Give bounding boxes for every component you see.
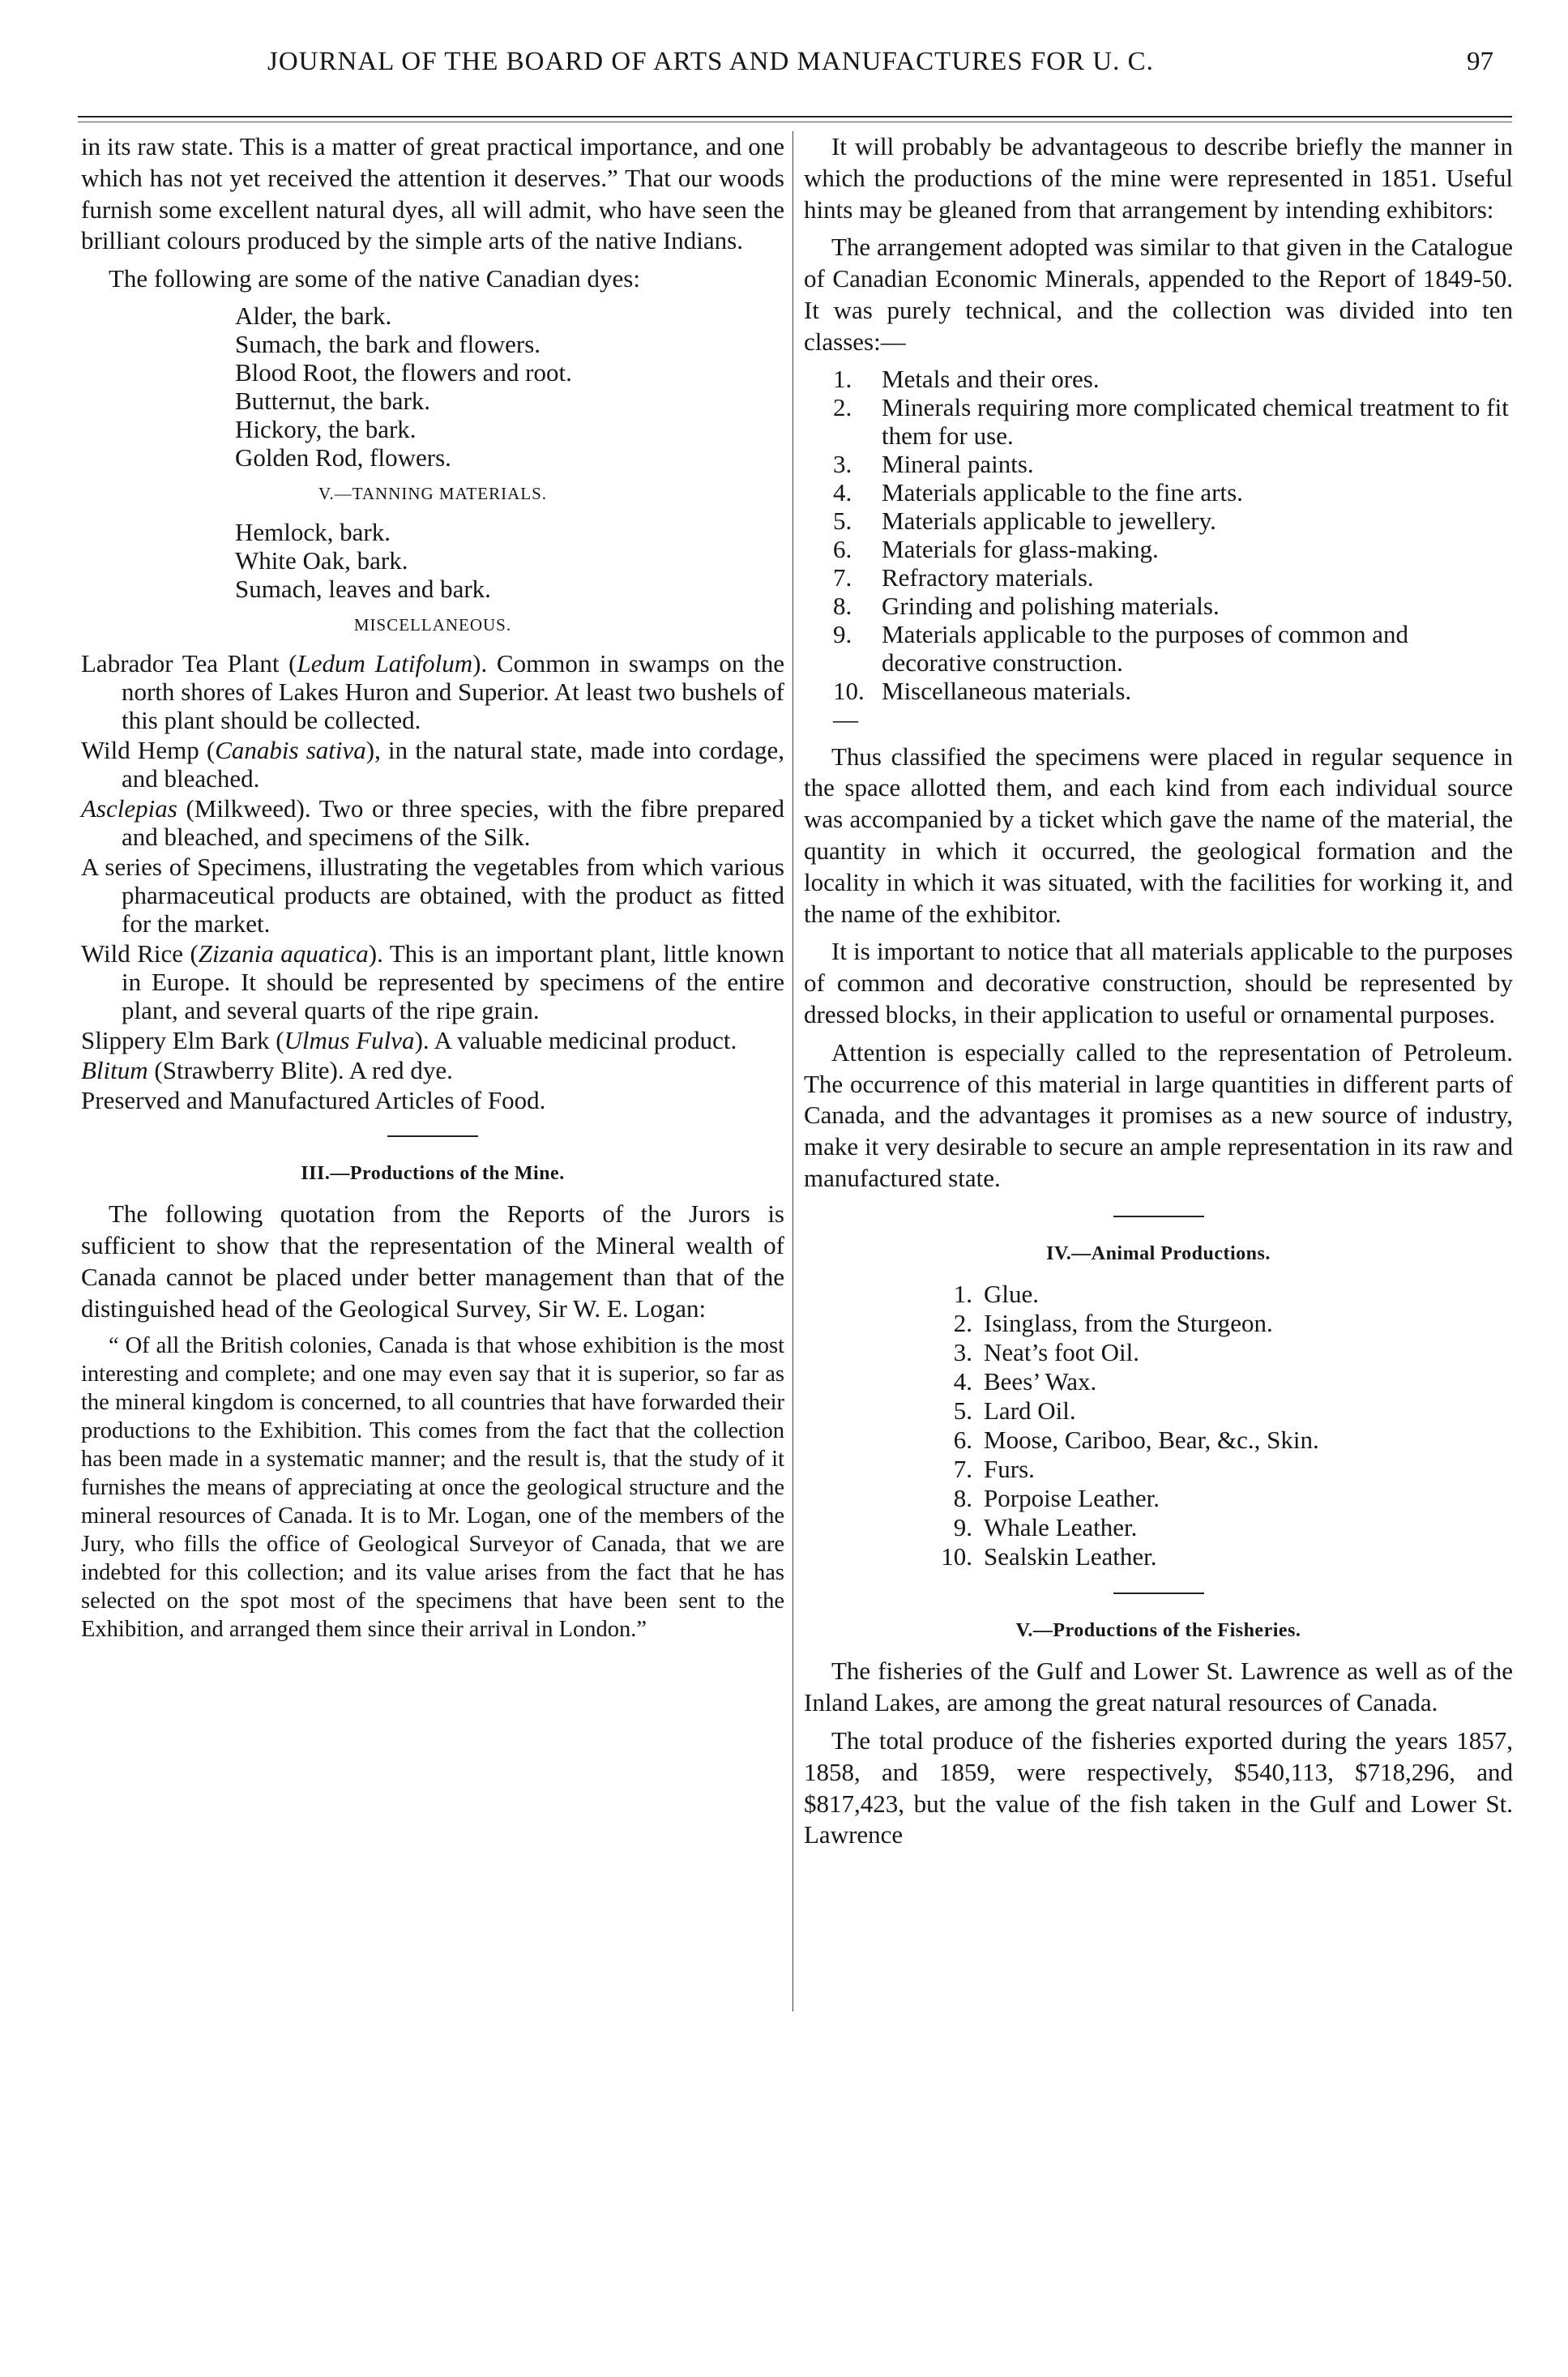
page-number: 97 <box>1467 47 1493 76</box>
item-text: Metals and their ores. <box>882 364 1100 393</box>
latin-name: Ledum Latifolum <box>297 648 473 678</box>
item-text: Mineral paints. <box>882 449 1034 478</box>
item-number: 6. <box>833 534 852 563</box>
list-item <box>925 1396 1513 1426</box>
item-number: 2. <box>833 392 852 421</box>
list-item: Butternut, the bark. <box>235 386 431 415</box>
section-heading: IV.—Animal Productions. <box>1046 1242 1271 1264</box>
list-item <box>925 1338 1513 1367</box>
list-item: White Oak, bark. <box>235 545 408 575</box>
paragraph: Attention is especially called to the representation of Petroleum. The occurrence of this material in large quantities in different parts of Canada, and the advantages it promises as a new source of industry, make it very desirable to secure an ample representation in its raw and manufactured state. <box>804 1037 1513 1192</box>
list-item <box>81 1086 784 1114</box>
item-text: Grinding and polishing materials. <box>882 591 1220 620</box>
paragraph: It is important to notice that all materials applicable to the purposes of common and decorative construction, should be represented by dressed blocks, in their application to useful or ornamental purposes. <box>804 937 1513 1028</box>
list-item <box>81 1056 784 1084</box>
list-item <box>925 1367 1513 1396</box>
section-rule <box>387 1135 478 1137</box>
item-number: 8. <box>953 1483 972 1512</box>
item-number: 8. <box>833 591 852 620</box>
paragraph: Thus classified the specimens were placed in regular sequence in the space allotted them, and each kind from each individual source was accompanied by a ticket which gave the name of the material, the quantity in which it occurred, the geological formation and the locality in which it was situated, with the facilities for working it, and the name of the exhibitor. <box>804 742 1513 928</box>
list-item: Alder, the bark. <box>235 301 392 330</box>
item-number: 9. <box>833 619 852 648</box>
item-number: 2. <box>953 1308 972 1337</box>
item-text: Sealskin Leather. <box>984 1541 1157 1571</box>
section-rule <box>1113 1216 1204 1217</box>
running-title: JOURNAL OF THE BOARD OF ARTS AND MANUFACTURES FOR U. C. <box>267 47 1154 76</box>
item-text: Refractory materials. <box>882 562 1094 592</box>
paragraph: The following quotation from the Reports of the Jurors is sufficient to show that the representation of the Mineral wealth of Canada cannot be placed under better management than that of the distinguished head of the Geological Survey, Sir W. E. Logan: <box>81 1199 784 1323</box>
subheading: MISCELLANEOUS. <box>353 614 512 635</box>
item-number: 4. <box>953 1366 972 1396</box>
list-item <box>81 736 784 793</box>
item-text: Materials applicable to the purposes of common and decorative construction. <box>882 619 1408 677</box>
item-text: ). Common in swamps on the north shores of Lakes Huron and Superior. At least two bushels of this plant should be collected. <box>122 648 784 734</box>
latin-name: Zizania aquatica <box>198 938 369 968</box>
list-item <box>925 1542 1513 1571</box>
paragraph: The arrangement adopted was similar to that given in the Catalogue of Canadian Economic Minerals, appended to the Report of 1849-50. It was purely technical, and the collection was divided into ten classes:— <box>804 233 1513 356</box>
section-heading: V.—Productions of the Fisheries. <box>1015 1619 1301 1641</box>
list-item <box>833 450 1513 478</box>
list-item <box>925 1280 1513 1309</box>
paragraph: It will probably be advantageous to describe briefly the manner in which the productions of the mine were represented in 1851. Useful hints may be gleaned from that arrangement by intending exhibitors: <box>804 132 1513 224</box>
item-number: 9. <box>953 1512 972 1541</box>
item-number: 10.— <box>833 676 865 733</box>
list-item <box>833 507 1513 535</box>
list-item <box>833 535 1513 563</box>
list-item <box>833 592 1513 620</box>
item-text: Labrador Tea Plant ( <box>81 648 297 678</box>
mineral-classes-list <box>833 365 1513 733</box>
item-text: (Strawberry Blite). A red dye. <box>147 1055 453 1084</box>
item-text: ), in the natural state, made into cordage, and bleached. <box>122 735 784 793</box>
list-item <box>81 939 784 1024</box>
latin-name: Canabis sativa <box>215 735 366 764</box>
item-number: 1. <box>833 364 852 393</box>
item-text: Materials applicable to jewellery. <box>882 506 1216 535</box>
list-item: Sumach, the bark and flowers. <box>235 329 541 358</box>
list-item: Golden Rod, flowers. <box>235 442 451 472</box>
item-text: Miscellaneous materials. <box>882 676 1132 705</box>
item-number: 4. <box>833 477 852 507</box>
item-text: Neat’s foot Oil. <box>984 1337 1139 1366</box>
latin-name: Asclepias <box>81 793 177 823</box>
item-text: Moose, Cariboo, Bear, &c., Skin. <box>984 1425 1319 1454</box>
list-item <box>833 677 1513 733</box>
item-text: Minerals requiring more complicated chemical treatment to fit them for use. <box>882 392 1509 450</box>
tanning-list <box>235 518 784 603</box>
list-item <box>81 794 784 851</box>
animal-productions-list <box>925 1280 1513 1571</box>
list-item <box>81 649 784 734</box>
section-rule <box>1113 1593 1204 1594</box>
item-number: 7. <box>833 562 852 592</box>
latin-name: Ulmus Fulva <box>284 1025 415 1054</box>
item-number: 3. <box>953 1337 972 1366</box>
list-item: Hemlock, bark. <box>235 517 391 546</box>
item-text: Preserved and Manufactured Articles of Food. <box>81 1085 546 1114</box>
paragraph: The following are some of the native Canadian dyes: <box>109 264 640 293</box>
list-item <box>925 1455 1513 1484</box>
item-text: (Milkweed). Two or three species, with the fibre prepared and bleached, and specimens of the Silk. <box>122 793 784 851</box>
item-text: Whale Leather. <box>984 1512 1138 1541</box>
paragraph: The fisheries of the Gulf and Lower St. Lawrence as well as of the Inland Lakes, are among the great natural resources of Canada. <box>804 1657 1513 1717</box>
section-heading: III.—Productions of the Mine. <box>301 1162 565 1184</box>
paragraph: The total produce of the fisheries exported during the years 1857, 1858, and 1859, were respectively, $540,113, $718,296, and $817,423, but the value of the fish taken in the Gulf and Lower St. Lawrence <box>804 1725 1513 1849</box>
subheading: V.—TANNING MATERIALS. <box>318 483 547 503</box>
list-item <box>81 853 784 938</box>
item-text: Wild Rice ( <box>81 938 199 968</box>
item-text: Lard Oil. <box>984 1396 1076 1425</box>
item-text: ). A valuable medicinal product. <box>414 1025 737 1054</box>
item-number: 3. <box>833 449 852 478</box>
list-item <box>925 1309 1513 1338</box>
item-number: 5. <box>833 506 852 535</box>
list-item: Sumach, leaves and bark. <box>235 574 491 603</box>
list-item <box>81 1026 784 1054</box>
item-text: Furs. <box>984 1454 1035 1483</box>
item-text: Materials for glass-making. <box>882 534 1159 563</box>
item-number: 7. <box>953 1454 972 1483</box>
list-item: Blood Root, the flowers and root. <box>235 357 572 387</box>
item-text: ). This is an important plant, little known in Europe. It should be represented by specimens of the entire plant, and several quarts of the ripe grain. <box>122 938 785 1024</box>
item-text: Slippery Elm Bark ( <box>81 1025 284 1054</box>
latin-name: Blitum <box>81 1055 148 1084</box>
list-item <box>833 365 1513 393</box>
header-rule <box>78 116 1512 118</box>
item-text: Glue. <box>984 1279 1040 1308</box>
right-column <box>804 131 1513 1858</box>
item-number: 6. <box>953 1425 972 1454</box>
item-text: A series of Specimens, illustrating the vegetables from which various pharmaceutical products are obtained, with the product as fitted for the market. <box>81 852 784 938</box>
list-item <box>833 393 1513 450</box>
item-number: 5. <box>953 1396 972 1425</box>
misc-list <box>81 649 784 1114</box>
item-text: Bees’ Wax. <box>984 1366 1097 1396</box>
item-number: 10. <box>941 1541 972 1571</box>
dyes-list <box>235 301 784 472</box>
paragraph: in its raw state. This is a matter of great practical importance, and one which has not yet received the attention it deserves.” That our woods furnish some excellent natural dyes, all will admit, who have seen the brilliant colours produced by the simple arts of the native Indians. <box>81 132 784 255</box>
list-item <box>833 620 1513 677</box>
item-text: Isinglass, from the Sturgeon. <box>984 1308 1273 1337</box>
quotation: “ Of all the British colonies, Canada is that whose exhibition is the most interesting and complete; and one may even say that it is superior, so far as the mineral kingdom is concerned, to all countries that have forwarded their productions to the Exhibition. This comes from the fact that the collection has been made in a systematic manner; and the result is, that the study of it furnishes the means of appreciating at once the geological structure and the mineral resources of Canada. It is to Mr. Logan, one of the members of the Jury, who fills the office of Geological Surveyor of Canada, that we are indebted for this collection; and its value arises from the fact that he has selected on the spot most of the specimens that have been sent to the Exhibition, and arranged them since their arrival in London.” <box>81 1332 784 1642</box>
item-text: Wild Hemp ( <box>81 735 216 764</box>
list-item <box>833 478 1513 507</box>
list-item: Hickory, the bark. <box>235 414 417 443</box>
list-item <box>925 1513 1513 1542</box>
list-item <box>925 1484 1513 1513</box>
list-item <box>925 1426 1513 1455</box>
list-item <box>833 563 1513 592</box>
left-column <box>81 131 784 1644</box>
item-number: 1. <box>953 1279 972 1308</box>
item-text: Materials applicable to the fine arts. <box>882 477 1243 507</box>
item-text: Porpoise Leather. <box>984 1483 1160 1512</box>
